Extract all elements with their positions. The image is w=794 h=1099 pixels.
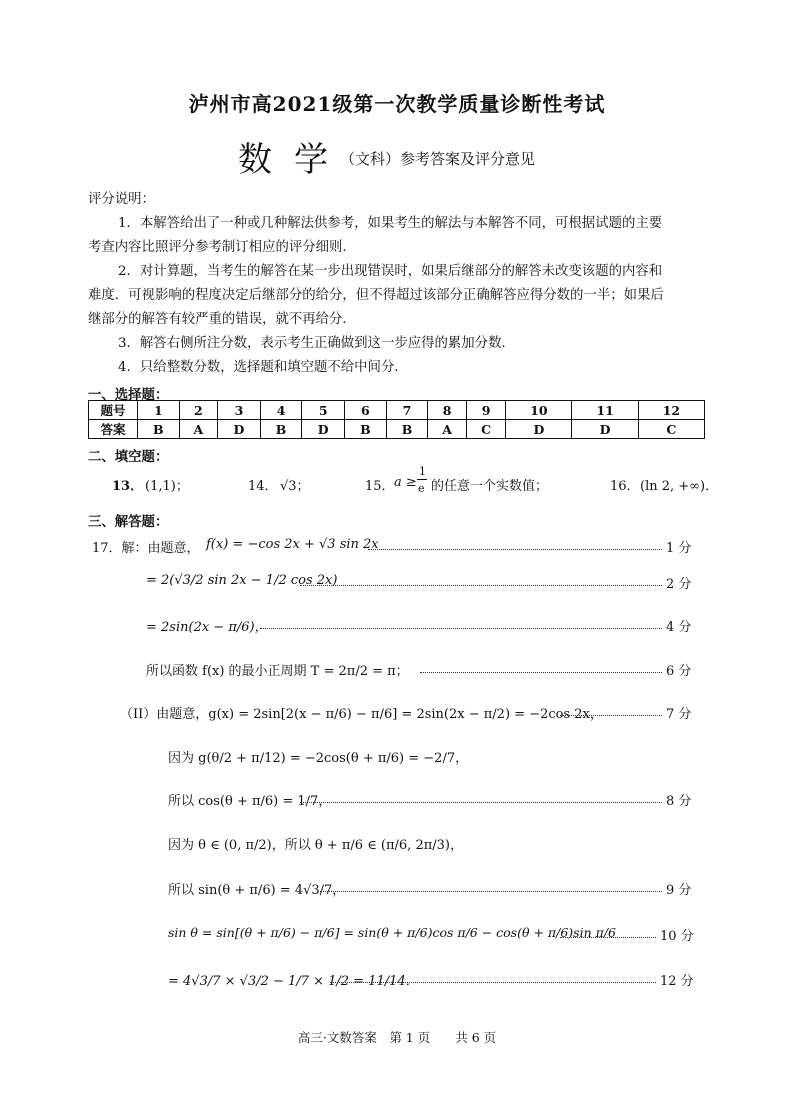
- question-number: 6: [345, 401, 387, 420]
- answer-cell: D: [572, 420, 638, 439]
- page-title: 泸州市高2021级第一次教学质量诊断性考试: [188, 92, 606, 116]
- q15-answer-pre: a ≥: [394, 475, 417, 490]
- dot-leader: [330, 982, 656, 983]
- score-mark: 7 分: [666, 707, 692, 722]
- q17-line-6: 因为 g(θ/2 + π/12) = −2cos(θ + π/6) = −2/7，: [168, 751, 469, 766]
- dot-leader: [560, 937, 656, 938]
- question-number: 1: [138, 401, 180, 420]
- answer-cell: C: [466, 420, 505, 439]
- row-label: 答案: [89, 420, 138, 439]
- question-number: 3: [218, 401, 261, 420]
- note-line: 继部分的解答有较严重的错误，就不再给分．: [88, 312, 356, 327]
- q16-number: 16．: [610, 479, 640, 494]
- question-number: 11: [572, 401, 638, 420]
- dot-leader: [420, 672, 662, 673]
- dot-leader: [320, 891, 662, 892]
- dot-leader: [300, 585, 662, 586]
- answer-cell: B: [386, 420, 428, 439]
- note-line: 2．对计算题，当考生的解答在某一步出现错误时，如果后继部分的解答未改变该题的内容和: [118, 264, 663, 279]
- q13-answer: (1,1)；: [145, 479, 189, 494]
- answer-cell: C: [638, 420, 704, 439]
- question-number: 12: [638, 401, 704, 420]
- answer-cell: D: [506, 420, 572, 439]
- q17-line-5: （II）由题意，g(x) = 2sin[2(x − π/6) − π/6] = 2sin(2x − π/2) = −2cos 2x，: [120, 707, 603, 722]
- row-label: 题号: [89, 401, 138, 420]
- dot-leader: [260, 628, 662, 629]
- q15-fraction-num: 1: [419, 465, 426, 478]
- note-line: 1．本解答给出了一种或几种解法供参考，如果考生的解法与本解答不同，可根据试题的主要: [118, 216, 663, 231]
- subtitle: （文科）参考答案及评分意见: [340, 150, 536, 168]
- answer-cell: B: [138, 420, 180, 439]
- section-choice-heading: 一、选择题：: [88, 387, 169, 403]
- q17-line-9: 所以 sin(θ + π/6) = 4√3/7，: [168, 883, 346, 898]
- score-mark: 2 分: [666, 577, 692, 592]
- fraction-bar: [417, 479, 427, 480]
- score-mark: 6 分: [666, 664, 692, 679]
- question-number: 8: [428, 401, 467, 420]
- score-mark: 1 分: [666, 541, 692, 556]
- question-number: 2: [179, 401, 218, 420]
- notes-heading: 评分说明：: [88, 192, 155, 207]
- answer-table: [88, 400, 705, 439]
- q17-line-4: 所以函数 f(x) 的最小正周期 T = 2π/2 = π；: [146, 664, 409, 679]
- section-fill-heading: 二、填空题：: [88, 449, 169, 465]
- q14-answer: √3；: [280, 479, 310, 494]
- q17-line-10: sin θ = sin[(θ + π/6) − π/6] = sin(θ + π/6)cos π/6 − cos(θ + π/6)sin π/6: [168, 925, 616, 940]
- table-row-numbers: [89, 401, 705, 420]
- section-solution-heading: 三、解答题：: [88, 514, 169, 530]
- q13-number: 13．: [112, 479, 144, 494]
- answer-cell: D: [218, 420, 261, 439]
- question-number: 9: [466, 401, 505, 420]
- answer-cell: B: [345, 420, 387, 439]
- note-line: 4．只给整数分数，选择题和填空题不给中间分．: [118, 360, 408, 375]
- note-line: 考查内容比照评分参考制订相应的评分细则．: [88, 240, 356, 255]
- q14-number: 14．: [248, 479, 278, 494]
- question-number: 5: [302, 401, 345, 420]
- subject-title: 数学: [238, 140, 350, 180]
- dot-leader: [300, 802, 662, 803]
- question-number: 7: [386, 401, 428, 420]
- q17-line-2: = 2(√3/2 sin 2x − 1/2 cos 2x): [146, 573, 338, 588]
- score-mark: 8 分: [666, 794, 692, 809]
- answer-cell: A: [428, 420, 467, 439]
- note-line: 3．解答右侧所注分数，表示考生正确做到这一步应得的累加分数．: [118, 336, 515, 351]
- answer-cell: D: [302, 420, 345, 439]
- q15-number: 15．: [365, 479, 395, 494]
- question-number: 4: [260, 401, 302, 420]
- table-row-answers: [89, 420, 705, 439]
- q17-line-1-formula: f(x) = −cos 2x + √3 sin 2x: [206, 537, 379, 552]
- dot-leader: [560, 715, 662, 716]
- score-mark: 4 分: [666, 620, 692, 635]
- score-mark: 9 分: [666, 883, 692, 898]
- q17-line-8: 因为 θ ∈ (0, π/2)，所以 θ + π/6 ∈ (π/6, 2π/3)，: [168, 838, 463, 853]
- dot-leader: [368, 549, 662, 550]
- question-number: 10: [506, 401, 572, 420]
- q17-line-7: 所以 cos(θ + π/6) = 1/7，: [168, 794, 332, 809]
- score-mark: 10 分: [660, 929, 694, 944]
- q16-answer: (ln 2, +∞)．: [640, 479, 719, 494]
- score-mark: 12 分: [660, 974, 694, 989]
- q17-line-1-label: 17．解：由题意，: [92, 541, 200, 556]
- q15-fraction-den: e: [418, 482, 425, 495]
- q17-line-3: = 2sin(2x − π/6)，: [146, 620, 268, 635]
- answer-cell: A: [179, 420, 218, 439]
- answer-cell: B: [260, 420, 302, 439]
- page-footer: 高三·文数答案 第 1 页 共 6 页: [297, 1030, 497, 1045]
- q15-answer-post: 的任意一个实数值；: [431, 479, 549, 494]
- q17-line-11: = 4√3/7 × √3/2 − 1/7 × 1/2 = 11/14．: [168, 974, 419, 989]
- note-line: 难度．可视影响的程度决定后继部分的给分，但不得超过该部分正确解答应得分数的一半；如果后: [88, 288, 664, 303]
